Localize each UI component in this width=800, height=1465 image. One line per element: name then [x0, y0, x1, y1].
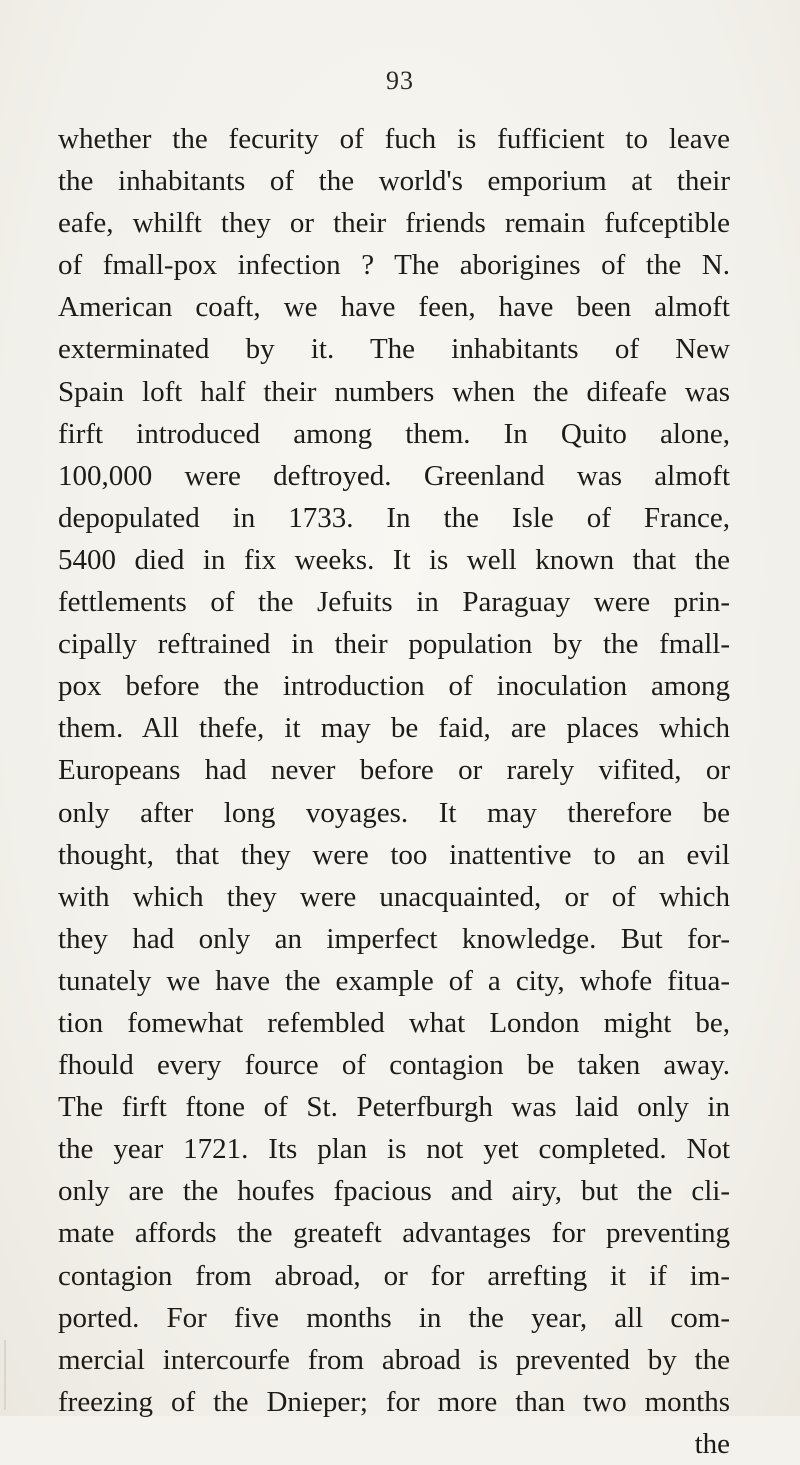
text-line: thought, that they were too inattentive to an evil	[58, 838, 730, 871]
text-line: mate affords the greateft advantages for preventing	[58, 1217, 730, 1250]
text-line: fettlements of the Jefuits in Paraguay were prin-	[58, 586, 730, 619]
text-line: ported. For five months in the year, all com-	[58, 1301, 730, 1334]
text-line: tunately we have the example of a city, whofe fitua-	[58, 964, 730, 997]
text-line: whether the fecurity of fuch is fufficient to leave	[58, 123, 730, 155]
text-line: freezing of the Dnieper; for more than two months	[58, 1385, 730, 1418]
text-line: American coaft, we have feen, have been almoft	[58, 291, 730, 324]
text-line: only after long voyages. It may therefore be	[58, 796, 730, 829]
text-line: 5400 died in fix weeks. It is well known that the	[58, 543, 730, 576]
text-line: the inhabitants of the world's emporium at their	[58, 165, 730, 198]
text-line: firft introduced among them. In Quito alone,	[58, 417, 730, 450]
body-text	[58, 118, 730, 1465]
text-line: with which they were unacquainted, or of which	[58, 880, 730, 913]
text-line: 100,000 were deftroyed. Greenland was almoft	[58, 459, 730, 492]
text-line: cipally reftrained in their population by the fmall-	[58, 628, 730, 661]
text-line: contagion from abroad, or for arrefting it if im-	[58, 1259, 730, 1292]
text-line: depopulated in 1733. In the Isle of France,	[58, 501, 730, 534]
text-line: of fmall-pox infection ? The aborigines of the N.	[58, 249, 730, 282]
page-number: 93	[386, 66, 414, 95]
text-line: exterminated by it. The inhabitants of New	[58, 333, 730, 366]
page-edge-shadow	[4, 1340, 6, 1410]
catchword: the	[694, 1427, 730, 1460]
text-line: only are the houfes fpacious and airy, but the cli-	[58, 1175, 730, 1208]
text-line: the year 1721. Its plan is not yet completed. Not	[58, 1133, 730, 1166]
text-line: they had only an imperfect knowledge. But for-	[58, 922, 730, 955]
text-line: Europeans had never before or rarely vifited, or	[58, 754, 730, 787]
text-line: The firft ftone of St. Peterfburgh was laid only in	[58, 1091, 730, 1124]
text-line: pox before the introduction of inoculation among	[58, 670, 730, 703]
text-line: them. All thefe, it may be faid, are places which	[58, 712, 730, 745]
text-line: eafe, whilft they or their friends remain fufceptible	[58, 207, 730, 240]
text-line: fhould every fource of contagion be taken away.	[58, 1049, 730, 1082]
text-line: mercial intercourfe from abroad is prevented by the	[58, 1343, 730, 1376]
text-line: Spain loft half their numbers when the difeafe was	[58, 375, 730, 408]
text-line: tion fomewhat refembled what London might be,	[58, 1006, 730, 1039]
